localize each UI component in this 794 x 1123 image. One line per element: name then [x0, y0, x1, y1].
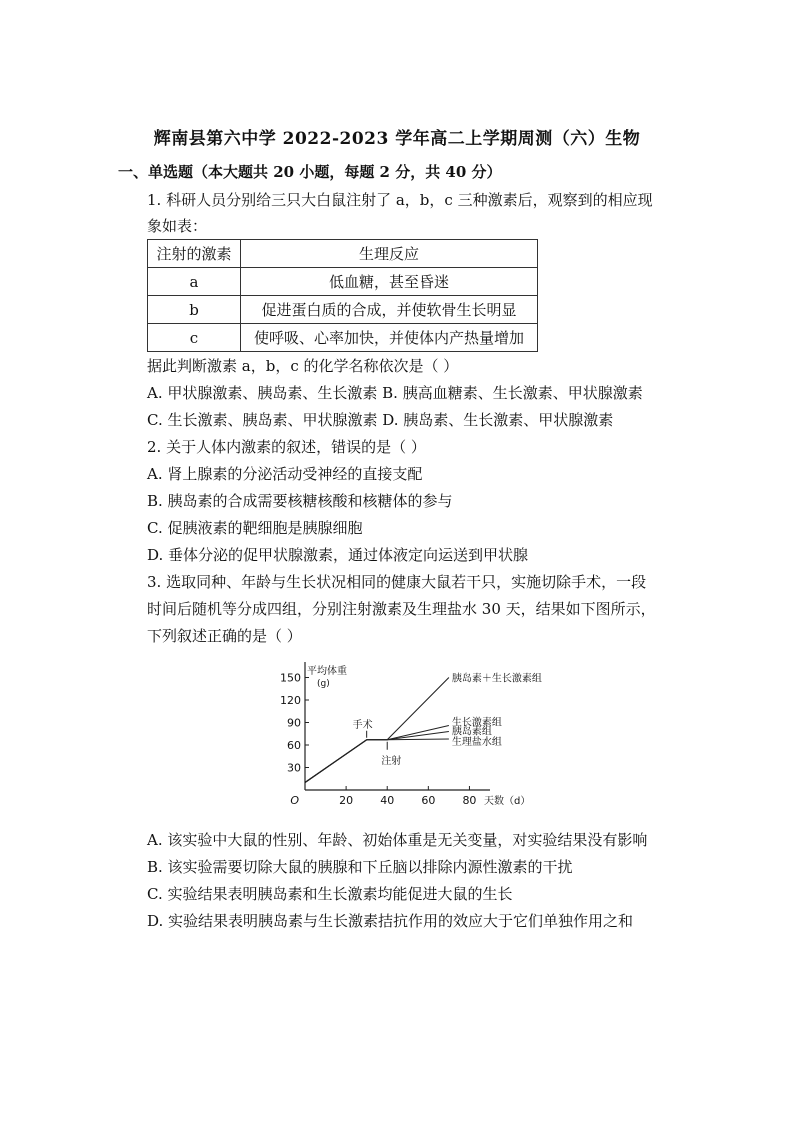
x-axis-label: 天数（d） — [484, 796, 531, 807]
q3-option-d: D. 实验结果表明胰岛素与生长激素拮抗作用的效应大于它们单独作用之和 — [147, 912, 634, 930]
y-tick-label: 150 — [280, 671, 301, 685]
table-cell: 使呼吸、心率加快，并使体内产热量增加 — [241, 324, 538, 352]
q3-option-b: B. 该实验需要切除大鼠的胰腺和下丘脑以排除内源性激素的干扰 — [147, 858, 573, 876]
x-tick-label: 20 — [339, 794, 354, 807]
q3-stem-line1: 3. 选取同种、年龄与生长状况相同的健康大鼠若干只，实施切除手术，一段 — [147, 573, 647, 591]
table-row — [148, 324, 538, 352]
page-title: 辉南县第六中学 2022-2023 学年高二上学期周测（六）生物 — [153, 129, 641, 149]
y-tick-label: 60 — [287, 739, 301, 752]
surgery-label: 手术 — [352, 719, 373, 731]
table-row — [148, 268, 538, 296]
table-cell: 促进蛋白质的合成，并使软骨生长明显 — [241, 296, 538, 324]
series-label: 胰岛素组 — [451, 726, 492, 738]
table-cell: a — [148, 268, 241, 296]
series-line — [305, 739, 449, 783]
series-label: 生长激素组 — [451, 717, 502, 729]
table-cell: b — [148, 296, 241, 324]
table-cell: c — [148, 324, 241, 352]
table-header-row — [148, 240, 538, 268]
q2-option-a: A. 肾上腺素的分泌活动受神经的直接支配 — [147, 465, 423, 483]
y-tick-label: 30 — [287, 761, 301, 775]
table-cell: 低血糖，甚至昏迷 — [241, 268, 538, 296]
q2-option-c: C. 促胰液素的靶细胞是胰腺细胞 — [147, 519, 363, 537]
q3-stem-line2: 时间后随机等分成四组，分别注射激素及生理盐水 30 天，结果如下图所示， — [147, 600, 656, 618]
y-axis-label: 平均体重 — [307, 666, 347, 677]
y-tick-label: 120 — [280, 694, 301, 707]
q2-option-d: D. 垂体分泌的促甲状腺激素，通过体液定向运送到甲状腺 — [147, 546, 529, 564]
x-tick-label: 60 — [421, 794, 436, 807]
table-row — [148, 296, 538, 324]
injection-label: 注射 — [381, 755, 402, 767]
q2-option-b: B. 胰岛素的合成需要核糖核酸和核糖体的参与 — [147, 492, 453, 510]
y-axis-unit: (g) — [317, 679, 330, 689]
table-header-cell: 生理反应 — [241, 240, 538, 268]
hormone-table — [147, 239, 538, 352]
q1-options-ab: A. 甲状腺激素、胰岛素、生长激素 B. 胰高血糖素、生长激素、甲状腺激素 — [147, 384, 643, 402]
section-heading: 一、单选题（本大题共 20 小题，每题 2 分，共 40 分） — [118, 163, 502, 181]
q1-question: 据此判断激素 a，b，c 的化学名称依次是（ ） — [147, 357, 459, 375]
q3-stem-line3: 下列叙述正确的是（ ） — [147, 627, 302, 645]
series-label: 生理盐水组 — [451, 737, 502, 748]
x-tick-label: 80 — [462, 794, 477, 807]
q3-option-c: C. 实验结果表明胰岛素和生长激素均能促进大鼠的生长 — [147, 885, 513, 903]
origin-label: O — [290, 794, 299, 807]
series-label: 胰岛素＋生长激素组 — [451, 673, 542, 685]
table-header-cell: 注射的激素 — [148, 240, 241, 268]
q2-stem: 2. 关于人体内激素的叙述，错误的是（ ） — [147, 438, 426, 456]
q1-stem-line2: 象如表： — [147, 217, 208, 235]
q1-options-cd: C. 生长激素、胰岛素、甲状腺激素 D. 胰岛素、生长激素、甲状腺激素 — [147, 411, 614, 429]
y-tick-label: 90 — [287, 716, 301, 730]
q3-option-a: A. 该实验中大鼠的性别、年龄、初始体重是无关变量，对实验结果没有影响 — [147, 831, 648, 849]
x-tick-label: 40 — [380, 794, 395, 807]
q1-stem-line1: 1. 科研人员分别给三只大白鼠注射了 a，b，c 三种激素后，观察到的相应现 — [147, 191, 653, 209]
weight-chart — [280, 660, 542, 810]
